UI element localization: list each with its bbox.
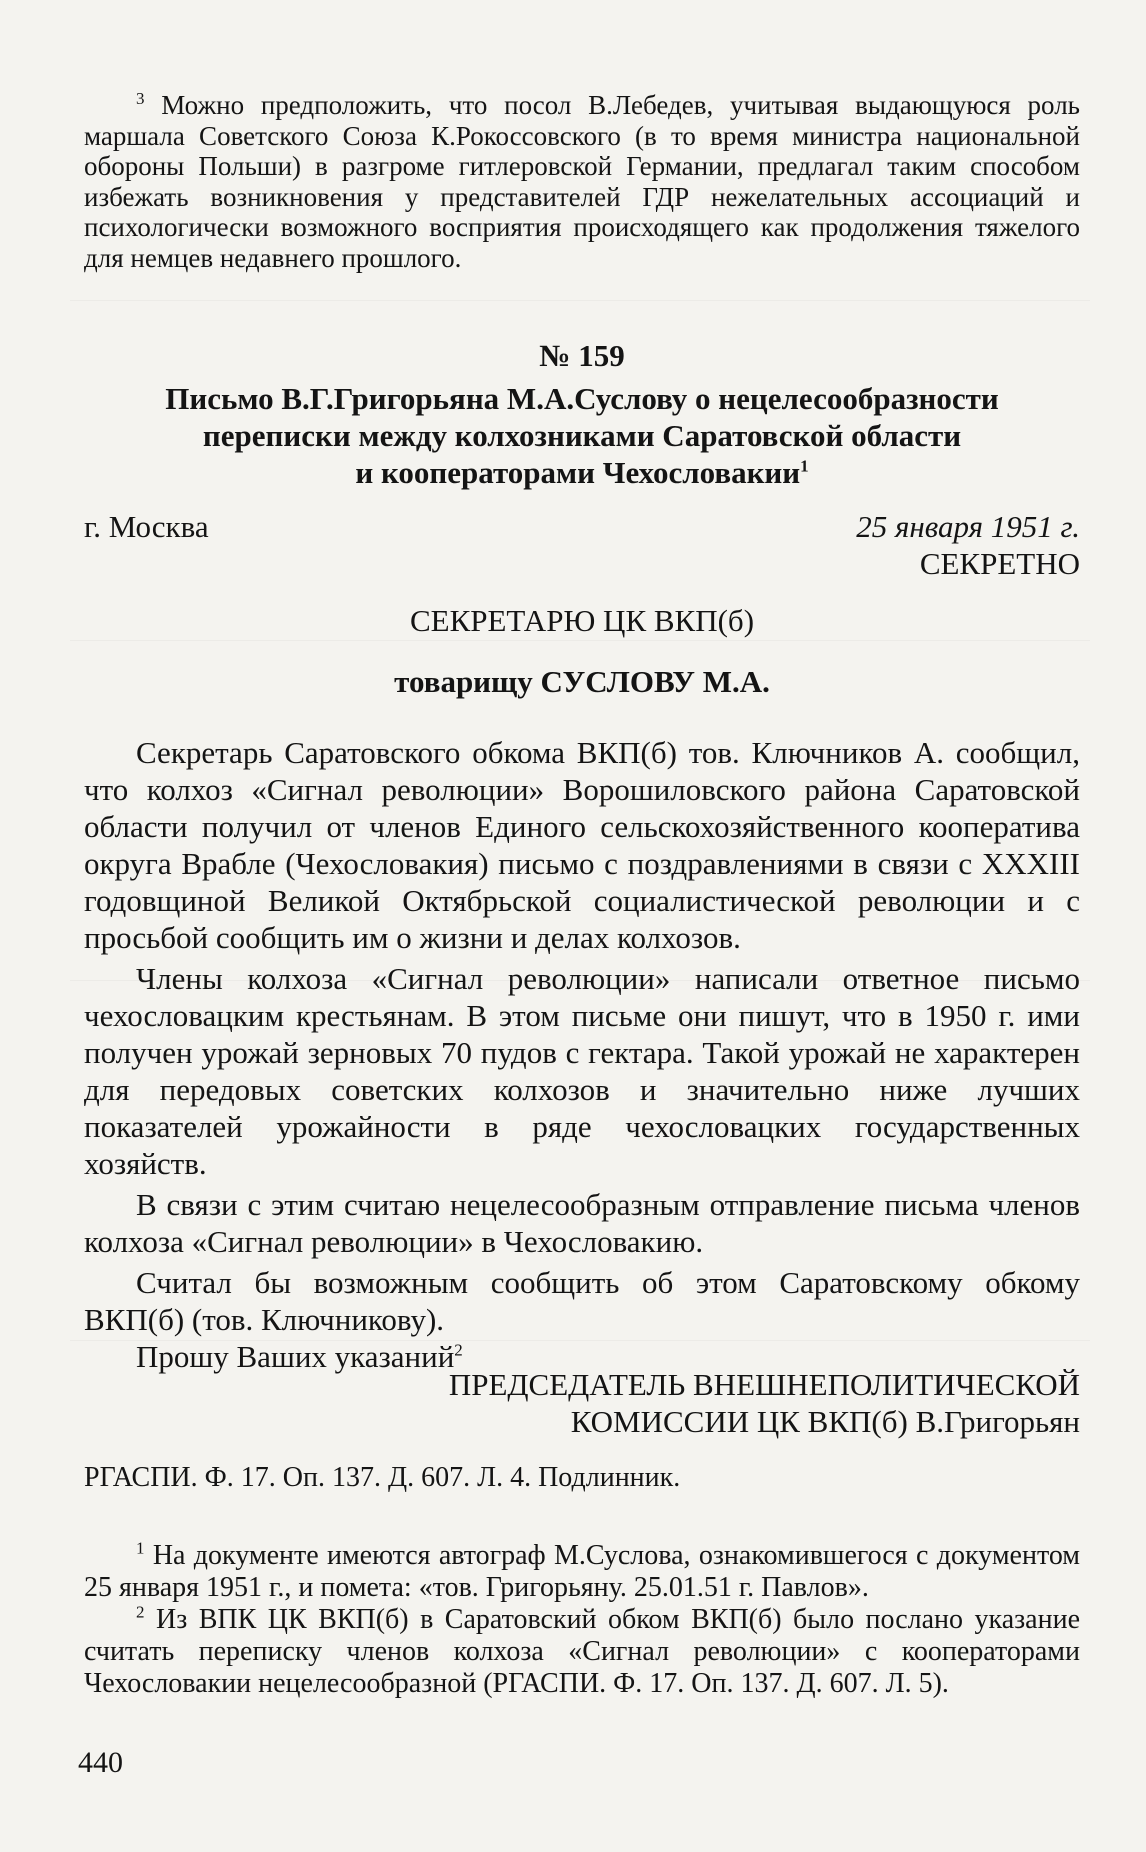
archive-reference bbox=[84, 1462, 1080, 1494]
title-footnote-marker: 1 bbox=[800, 456, 809, 476]
classification-stamp: СЕКРЕТНО bbox=[919, 546, 1080, 581]
footnotes bbox=[84, 1540, 1080, 1700]
closing-footnote-marker: 2 bbox=[454, 1340, 463, 1360]
footnote-2 bbox=[84, 1604, 1080, 1700]
document-header bbox=[84, 338, 1080, 491]
paragraph-1: Секретарь Саратовского обкома ВКП(б) тов. Ключников А. сообщил, что колхоз «Сигнал революции» Ворошиловского района Саратовской области получил от членов Единого сельскохозяйственного кооператива округа Врабле (Чехословакия) письмо с поздравлениями в связи с XXXIII годовщиной Великой Октябрьской социалистической революции и с просьбой сообщить им о жизни и делах колхозов. bbox=[84, 735, 1080, 955]
signature bbox=[84, 1366, 1080, 1440]
footnote-marker: 3 bbox=[136, 89, 145, 108]
archive-text: РГАСПИ. Ф. 17. Оп. 137. Д. 607. Л. 4. Подлинник. bbox=[84, 1462, 681, 1493]
footnote-1 bbox=[84, 1540, 1080, 1604]
closing-request: Прошу Ваших указаний bbox=[136, 1339, 455, 1374]
document-meta bbox=[84, 508, 1080, 582]
paragraph-4: Считал бы возможным сообщить об этом Саратовскому обкому ВКП(б) (тов. Ключникову). bbox=[84, 1265, 1080, 1337]
page-number: 440 bbox=[78, 1746, 123, 1779]
footnote-2-text: Из ВПК ЦК ВКП(б) в Саратовский обком ВКП(б) было послано указание считать переписку членов колхоза «Сигнал революции» с кооператорами Чехословакии нецелесообразной (РГАСПИ. Ф. 17. Оп. 137. Д. 607. Л. 5). bbox=[84, 1604, 1081, 1699]
addressee-line-1: СЕКРЕТАРЮ ЦК ВКП(б) bbox=[409, 603, 755, 638]
addressee-line-2: товарищу СУСЛОВУ М.А. bbox=[394, 664, 770, 699]
footnote-1-marker: 1 bbox=[136, 1538, 145, 1558]
paragraph-3: В связи с этим считаю нецелесообразным отправление письма членов колхоза «Сигнал революции» в Чехословакию. bbox=[84, 1187, 1080, 1259]
footnote-1-text: На документе имеются автограф М.Суслова, ознакомившегося с документом 25 января 1951 г., и помета: «тов. Григорьяну. 25.01.51 г. Павлов». bbox=[84, 1540, 1080, 1603]
signature-line-1: ПРЕДСЕДАТЕЛЬ ВНЕШНЕПОЛИТИЧЕСКОЙ bbox=[448, 1367, 1080, 1402]
footnote-text: Можно предположить, что посол В.Лебедев, учитывая выдающуюся роль маршала Советского Союза К.Рокоссовского (в то время министра национальной обороны Польши) в разгроме гитлеровской Германии, предлагал таким способом избежать возникновения у представителей ГДР нежелательных ассоциаций и психологически возможного восприятия происходящего как продолжения тяжелого для немцев недавнего прошлого. bbox=[84, 90, 1080, 273]
addressee bbox=[84, 602, 1080, 700]
document-number: № 159 bbox=[539, 338, 625, 373]
date: 25 января 1951 г. bbox=[856, 509, 1080, 544]
paragraph-2: Члены колхоза «Сигнал революции» написали ответное письмо чехословацким крестьянам. В этом письме они пишут, что в 1950 г. ими получен урожай зерновых 70 пудов с гектара. Такой урожай не характерен для передовых советских колхозов и значительно ниже лучших показателей урожайности в ряде чехословацких государственных хозяйств. bbox=[84, 961, 1080, 1181]
letter-body bbox=[84, 734, 1080, 1375]
place: г. Москва bbox=[84, 509, 209, 544]
document-title-line-3: и кооператорами Чехословакии bbox=[355, 455, 801, 490]
document-title-line-2: переписки между колхозниками Саратовской области bbox=[202, 418, 962, 453]
previous-footnote bbox=[84, 90, 1080, 273]
signature-line-2: КОМИССИИ ЦК ВКП(б) В.Григорьян bbox=[570, 1404, 1080, 1439]
document-title-line-1: Письмо В.Г.Григорьяна М.А.Суслову о нецелесообразности bbox=[165, 381, 999, 416]
footnote-2-marker: 2 bbox=[136, 1602, 145, 1622]
